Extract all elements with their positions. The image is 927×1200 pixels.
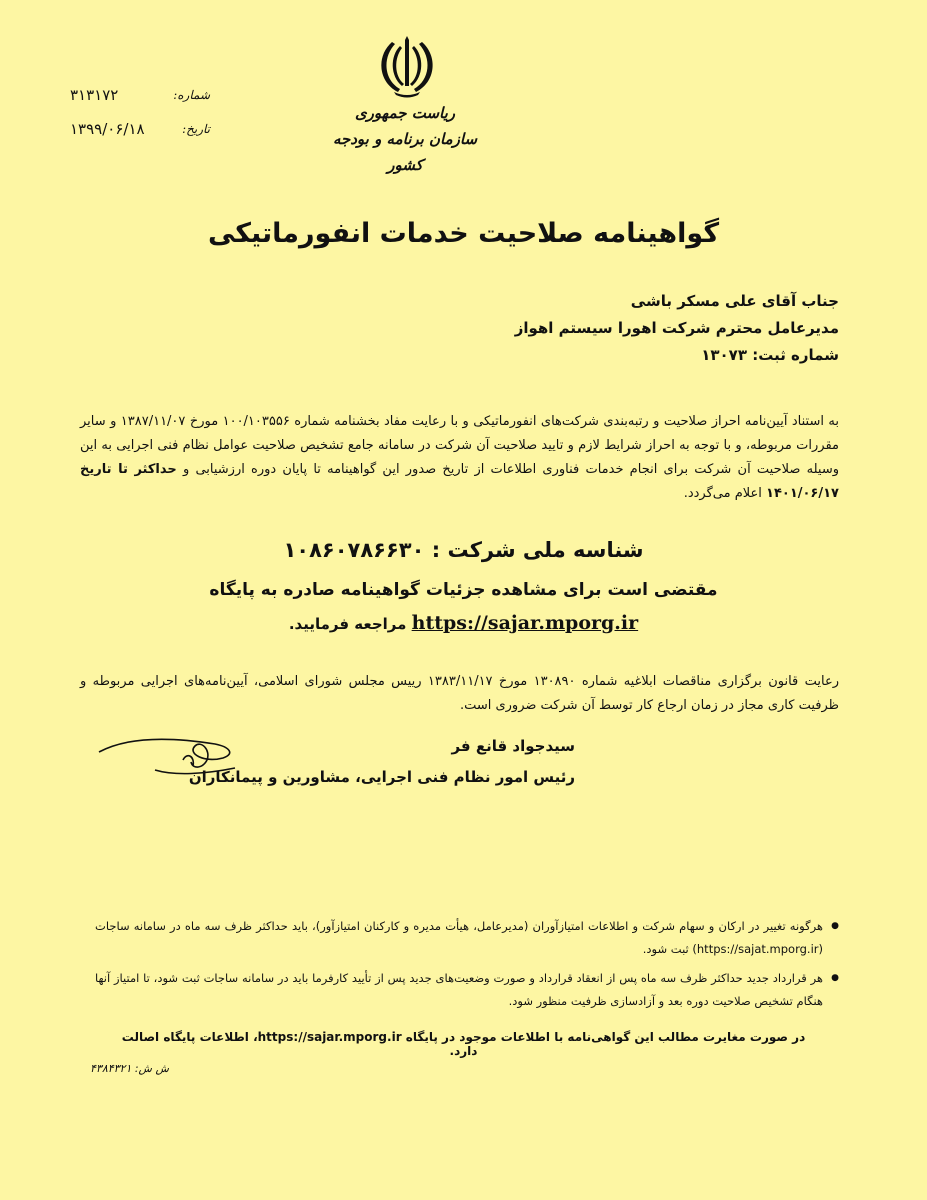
addressee-name: جناب آقای علی مسکر باشی bbox=[630, 292, 839, 310]
registration-number: شماره ثبت: ۱۳۰۷۳ bbox=[701, 346, 839, 364]
number-label: شماره: bbox=[173, 88, 210, 102]
letter-meta bbox=[70, 78, 210, 146]
issuing-organization bbox=[330, 100, 480, 178]
number-row bbox=[70, 78, 210, 112]
serial-number: ش ش: ۴۳۸۴۳۲۱ bbox=[90, 1062, 169, 1075]
iran-emblem-icon bbox=[372, 36, 442, 98]
main-paragraph-end: اعلام می‌گردد. bbox=[683, 486, 762, 501]
date-row bbox=[70, 112, 210, 146]
org-line-budget: سازمان برنامه و بودجه کشور bbox=[332, 130, 478, 174]
url-line bbox=[0, 612, 927, 634]
national-id: شناسه ملی شرکت : ۱۰۸۶۰۷۸۶۶۳۰ bbox=[283, 538, 644, 562]
main-paragraph bbox=[80, 410, 839, 506]
page-title: گواهینامه صلاحیت خدمات انفورماتیکی bbox=[207, 218, 720, 249]
disclaimer: در صورت مغایرت مطالب این گواهی‌نامه با اطلاعات موجود در پایگاه https://sajar.mporg.ir، اطلاعات پایگاه اصالت دارد. bbox=[121, 1030, 806, 1058]
note-item: ● هرگونه تغییر در ارکان و سهام شرکت و اطلاعات امتیازآوران (مدیرعامل، هیأت مدیره و کارکنان امتیازآور)، باید حداکثر ظرف سه ماه در سامانه ساجات (https://sajat.mporg.ir) ثبت شود. bbox=[95, 915, 839, 961]
notes-list bbox=[95, 915, 839, 1019]
addressee bbox=[139, 288, 839, 369]
date-label: تاریخ: bbox=[182, 122, 210, 136]
sajar-link[interactable]: https://sajar.mporg.ir bbox=[411, 612, 639, 634]
date-value: ۱۳۹۹/۰۶/۱۸ bbox=[70, 120, 145, 138]
notice-line: مقتضی است برای مشاهده جزئیات گواهینامه صادره به پایگاه bbox=[209, 580, 718, 600]
signer-name: سیدجواد قانع فر bbox=[451, 737, 575, 755]
main-paragraph-text: به استناد آیین‌نامه احراز صلاحیت و رتبه‌بندی شرکت‌های انفورماتیکی و با رعایت مفاد بخشنامه شماره ۱۰۰/۱۰۳۵۵۶ مورخ ۱۳۸۷/۱۱/۰۷ و سایر مقررات مربوطه، و با توجه به احراز شرایط لازم و تایید صلاحیت آن شرکت در سامانه جامع تشخیص صلاحیت عوامل نظام فنی اجرایی به این وسیله صلاحیت آن شرکت برای انجام خدمات فناوری اطلاعات از تاریخ صدور این گواهینامه تا پایان دوره ارزشیابی و bbox=[80, 414, 839, 477]
validity-date: حداکثر تا تاریخ ۱۴۰۱/۰۶/۱۷ bbox=[80, 462, 839, 501]
refer-text: مراجعه فرمایید. bbox=[288, 615, 407, 633]
org-line-presidency: ریاست جمهوری bbox=[354, 104, 456, 122]
compliance-paragraph: رعایت قانون برگزاری مناقصات ابلاغیه شماره ۱۳۰۸۹۰ مورخ ۱۳۸۳/۱۱/۱۷ رییس مجلس شورای اسلامی، آیین‌نامه‌های اجرایی مربوطه و ظرفیت کاری مجاز در زمان ارجاع کار توسط آن شرکت ضروری است. bbox=[80, 674, 839, 713]
note-item: ● هر قرارداد جدید حداکثر ظرف سه ماه پس از انعقاد قرارداد و صورت وضعیت‌های جدید پس از تأیید کارفرما باید در سامانه ساجات ثبت شود، تا امتیاز آنها هنگام تشخیص صلاحیت دوره بعد و آزادسازی ظرفیت منظور شود. bbox=[95, 967, 839, 1013]
number-value: ۳۱۳۱۷۲ bbox=[70, 86, 119, 104]
signer-title: رئیس امور نظام فنی اجرایی، مشاورین و پیمانکاران bbox=[188, 768, 575, 786]
addressee-position: مدیرعامل محترم شرکت اهورا سیستم اهواز bbox=[514, 319, 839, 337]
